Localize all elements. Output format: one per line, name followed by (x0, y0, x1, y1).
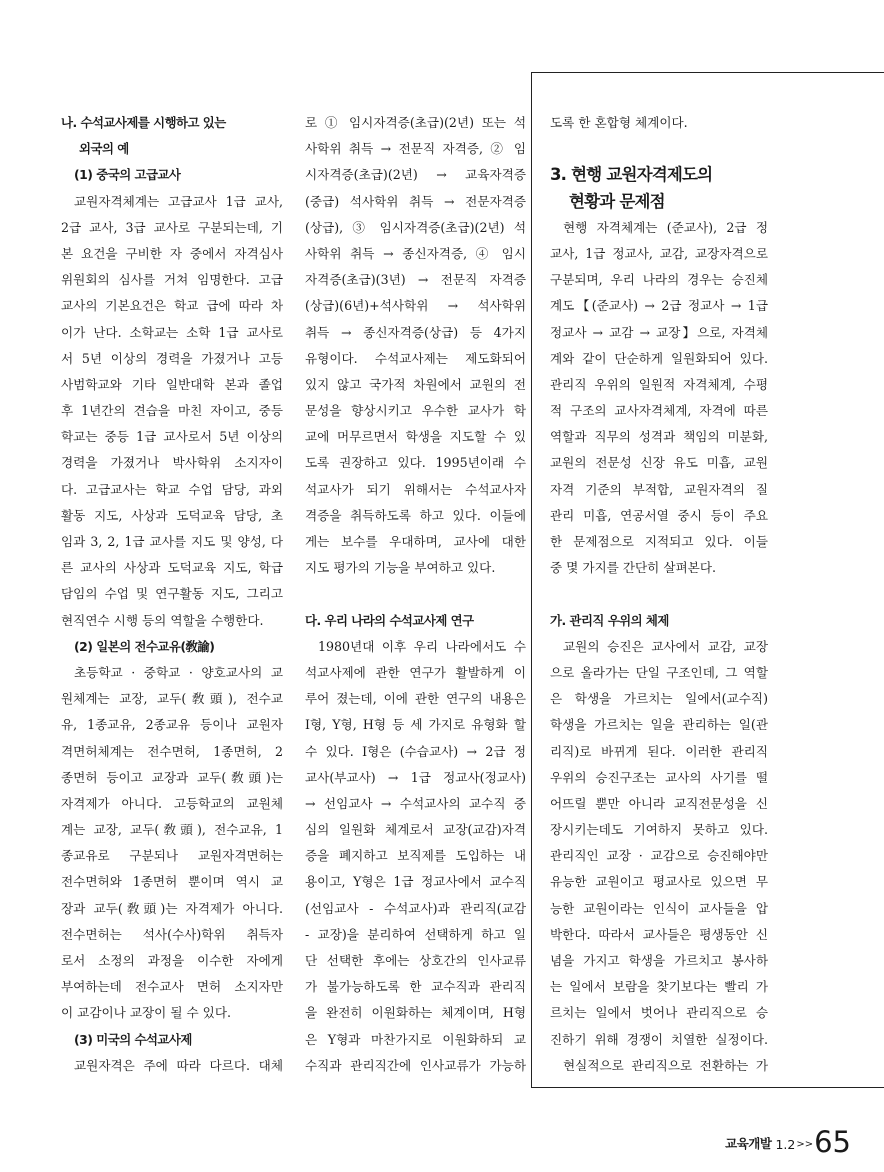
spacer (550, 136, 768, 162)
text-line: 장시키는데도 기여하지 못하고 있다. (550, 822, 768, 838)
text-line: 로서 소정의 과정을 이수한 자에게 (61, 953, 283, 968)
text-line: 교원자격은 주에 따라 다르다. 대체 (74, 1057, 283, 1073)
footer-arrows: >> (796, 1139, 814, 1150)
text-line: 교에 머무르면서 학생을 지도할 수 있 (305, 429, 526, 445)
text-line: 념을 가지고 학생을 가르치고 봉사하 (550, 953, 768, 968)
text-line: 관리 미흡, 연공서열 중시 등이 주요 (550, 507, 768, 523)
text-line: 단 선택한 후에는 상호간의 인사교류 (305, 953, 526, 968)
text-line: 사범학교와 기타 일반대학 본과 졸업 (61, 376, 283, 392)
text-line: 교원의 전문성 신장 유도 미흡, 교원 (550, 455, 768, 471)
text-line: 종면허 등이고 교장과 교두(敎頭)는 (61, 769, 283, 785)
issue-number: 1.2 (775, 1137, 796, 1152)
text-line: 증을 폐지하고 보직제를 도입하는 내 (305, 848, 526, 864)
text-line: - 교장)을 분리하여 선택하게 하고 일 (305, 926, 526, 942)
text-line: 도록 한 혼합형 체계이다. (550, 115, 688, 130)
text-line: 도록 권장하고 있다. 1995년이래 수 (305, 455, 526, 471)
text-line: 담임의 수업 및 연구활동 지도, 그리고 (61, 586, 283, 602)
text-line: 관리직인 교장 · 교감으로 승진해야만 (550, 848, 768, 864)
text-line: 활동 지도, 사상과 도덕교육 담당, 초 (61, 507, 283, 523)
text-line: 임과 3, 2, 1급 교사를 지도 및 양성, 다 (61, 534, 283, 549)
text-line: 격면허체계는 전수면허, 1종면허, 2 (61, 743, 283, 759)
text-line: 계는 교장, 교두(敎頭), 전수교유, 1 (61, 822, 283, 838)
text-line: 다. 고급교사는 학교 수업 담당, 과외 (61, 481, 283, 497)
text-line: 게는 보수를 우대하며, 교사에 대한 (305, 534, 526, 549)
text-line: 관리직 우위의 일원적 자격체계, 수평 (550, 376, 768, 392)
section-heading: 나. 수석교사제를 시행하고 있는 (61, 115, 226, 130)
text-line: 문성을 향상시키고 우수한 교사가 학 (305, 403, 526, 419)
sidebar-box-bottom-rule (531, 1087, 884, 1088)
text-line: 을 완전히 이원화하는 체계이며, H형 (305, 1005, 526, 1021)
text-line: 교원자격체계는 고급교사 1급 교사, (74, 193, 283, 209)
column-divider-rule (531, 72, 532, 1087)
column-3-body (550, 215, 768, 1079)
text-line: 박한다. 따라서 교사들은 평생동안 신 (550, 926, 768, 942)
text-line: 능한 교원이라는 인식이 교사들을 압 (550, 900, 768, 916)
text-line: 현실적으로 관리직으로 전환하는 가 (563, 1057, 768, 1073)
text-line: 구분되며, 우리 나라의 경우는 승진체 (550, 272, 768, 288)
text-line: 2급 교사, 3급 교사로 구분되는데, 기 (61, 219, 283, 235)
text-line: 본 요건을 구비한 자 중에서 자격심사 (61, 245, 283, 261)
text-line: 전수면허와 1종면허 뿐이며 역시 교 (61, 874, 283, 890)
text-line: 는 일에서 보람을 찾기보다는 빨리 가 (550, 979, 768, 995)
text-line: 교원의 승진은 교사에서 교감, 교장 (563, 638, 768, 654)
text-line: 계와 같이 단순하게 일원화되어 있다. (550, 350, 768, 366)
text-line: (중급) 석사학위 취득 → 전문자격증 (305, 193, 526, 209)
text-line: 유형이다. 수석교사제는 제도화되어 (305, 350, 526, 366)
text-line: 자격 기준의 부적합, 교원자격의 질 (550, 481, 768, 497)
text-line: → 선임교사 → 수석교사의 교수직 중 (305, 795, 526, 811)
text-line: 현행 자격체계는 (준교사), 2급 정 (563, 219, 768, 235)
spacer (550, 581, 768, 607)
text-line: 르치는 일에서 벗어나 관리직으로 승 (550, 1005, 768, 1021)
text-line: 지도 평가의 기능을 부여하고 있다. (305, 560, 496, 576)
text-line: 1980년대 이후 우리 나라에서도 수 (318, 638, 526, 654)
text-line: 종교유로 구분되나 교원자격면허는 (61, 848, 283, 864)
text-column-3 (550, 110, 768, 1079)
text-line: 있지 않고 국가적 차원에서 교원의 전 (305, 376, 526, 392)
text-line: 루어 졌는데, 이에 관한 연구의 내용은 (305, 691, 526, 707)
section-heading: (1) 중국의 고급교사 (74, 167, 181, 183)
section-heading: 외국의 예 (79, 141, 129, 157)
spacer (305, 581, 526, 607)
page-footer (725, 1118, 851, 1158)
text-line: 우위의 승진구조는 교사의 사기를 떨 (550, 769, 768, 785)
section-heading: 다. 우리 나라의 수석교사제 연구 (305, 612, 474, 628)
text-line: 원체계는 교장, 교두(敎頭), 전수교 (61, 691, 283, 707)
text-line: 진하기 위해 경쟁이 치열한 실정이다. (550, 1031, 768, 1047)
text-line: 은 Y형과 마찬가지로 이원화하되 교 (305, 1031, 526, 1047)
section-title-line-2: 현황과 문제점 (569, 191, 665, 211)
text-line: 학생을 가르치는 일을 관리하는 일(관 (550, 717, 768, 733)
text-line: 정교사 → 교감 → 교장】으로, 자격체 (550, 324, 768, 340)
text-column-2 (305, 110, 526, 1079)
text-line: 수직과 관리직간에 인사교류가 가능하 (305, 1057, 526, 1073)
text-line: 사학위 취득 → 전문직 자격증, ② 임 (305, 141, 526, 157)
text-column-1 (61, 110, 283, 1079)
text-line: 전수면허는 석사(수사)학위 취득자 (61, 926, 283, 942)
text-line: 자격증(초급)(3년) → 전문직 자격증 (305, 272, 526, 288)
text-line: 은 학생을 가르치는 일에서(교수직) (550, 691, 768, 707)
text-line: 후 1년간의 견습을 마친 자이고, 중등 (61, 403, 283, 419)
text-line: 교사(부교사) → 1급 정교사(정교사) (305, 769, 526, 785)
text-line: 취득 → 종신자격증(상급) 등 4가지 (305, 324, 526, 340)
text-line: 한 문제점으로 지적되고 있다. 이들 (550, 534, 768, 549)
text-line: 격증을 취득하도록 하고 있다. 이들에 (305, 507, 526, 523)
text-line: 유, 1종교유, 2종교유 등이나 교원자 (61, 717, 283, 733)
text-line: 자격제가 아니다. 고등학교의 교원체 (61, 795, 283, 811)
text-line: (선임교사 - 수석교사)과 관리직(교감 (305, 900, 526, 916)
text-line: 이가 난다. 소학교는 소학 1급 교사로 (61, 324, 283, 340)
column-3-intro (550, 110, 768, 162)
sidebar-box-top-rule (531, 72, 884, 73)
section-heading: (3) 미국의 수석교사제 (74, 1031, 192, 1047)
text-line: 역할과 직무의 성격과 책임의 미분화, (550, 429, 768, 445)
text-line: 현직연수 시행 등의 역할을 수행한다. (61, 612, 264, 628)
text-line: 중 몇 가지를 간단히 살펴본다. (550, 560, 717, 576)
text-line: 가 불가능하도록 한 교수직과 관리직 (305, 979, 526, 995)
text-line: 적 구조의 교사자격체계, 자격에 따른 (550, 403, 768, 419)
section-title-line-1: 3. 현행 교원자격제도의 (550, 165, 713, 185)
journal-name: 교육개발 (725, 1136, 772, 1151)
text-line: 심의 일원화 체계로서 교장(교감)자격 (305, 822, 526, 838)
text-line: 른 교사의 사상과 도덕교육 지도, 학급 (61, 560, 283, 576)
text-line: 석교사가 되기 위해서는 수석교사자 (305, 481, 526, 497)
text-line: 부여하는데 전수교사 면허 소지자만 (61, 979, 283, 995)
text-line: 교사, 1급 정교사, 교감, 교장자격으로 (550, 245, 768, 261)
text-line: 로 ① 임시자격증(초급)(2년) 또는 석 (305, 115, 526, 130)
text-line: 수 있다. I형은 (수습교사) → 2급 정 (305, 743, 526, 759)
text-line: 용이고, Y형은 1급 정교사에서 교수직 (305, 874, 526, 890)
text-line: 학교는 중등 1급 교사로서 5년 이상의 (61, 429, 283, 445)
text-line: 서 5년 이상의 경력을 가졌거나 고등 (61, 350, 283, 366)
text-line: 사학위 취득 → 종신자격증, ④ 임시 (305, 245, 526, 261)
page-number: 65 (814, 1125, 851, 1159)
text-line: 장과 교두(敎頭)는 자격제가 아니다. (61, 900, 283, 916)
text-line: (상급), ③ 임시자격증(초급)(2년) 석 (305, 219, 526, 235)
text-line: 위원회의 심사를 거쳐 임명한다. 고급 (61, 272, 283, 288)
text-line: 이 교감이나 교장이 될 수 있다. (61, 1005, 232, 1021)
text-line: I형, Y형, H형 등 세 가지로 유형화 할 (305, 717, 526, 733)
text-line: (상급)(6년)+석사학위 → 석사학위 (305, 298, 526, 314)
text-line: 으로 올라가는 단일 구조인데, 그 역할 (550, 664, 768, 680)
section-heading: 가. 관리직 우위의 체제 (550, 612, 669, 628)
text-line: 어뜨릴 뿐만 아니라 교직전문성을 신 (550, 795, 768, 811)
text-line: 초등학교 · 중학교 · 양호교사의 교 (74, 664, 283, 680)
text-line: 경력을 가졌거나 박사학위 소지자이 (61, 455, 283, 471)
section-heading: (2) 일본의 전수교유(敎諭) (74, 638, 215, 654)
text-line: 리직)로 바뀌게 된다. 이러한 관리직 (550, 743, 768, 759)
text-line: 교사의 기본요건은 학교 급에 따라 차 (61, 298, 283, 314)
text-line: 유능한 교원이고 평교사로 있으면 무 (550, 874, 768, 890)
text-line: 계도【(준교사) → 2급 정교사 → 1급 (550, 298, 768, 314)
text-line: 석교사제에 관한 연구가 활발하게 이 (305, 664, 526, 680)
text-line: 시자격증(초급)(2년) → 교육자격증 (305, 167, 526, 183)
